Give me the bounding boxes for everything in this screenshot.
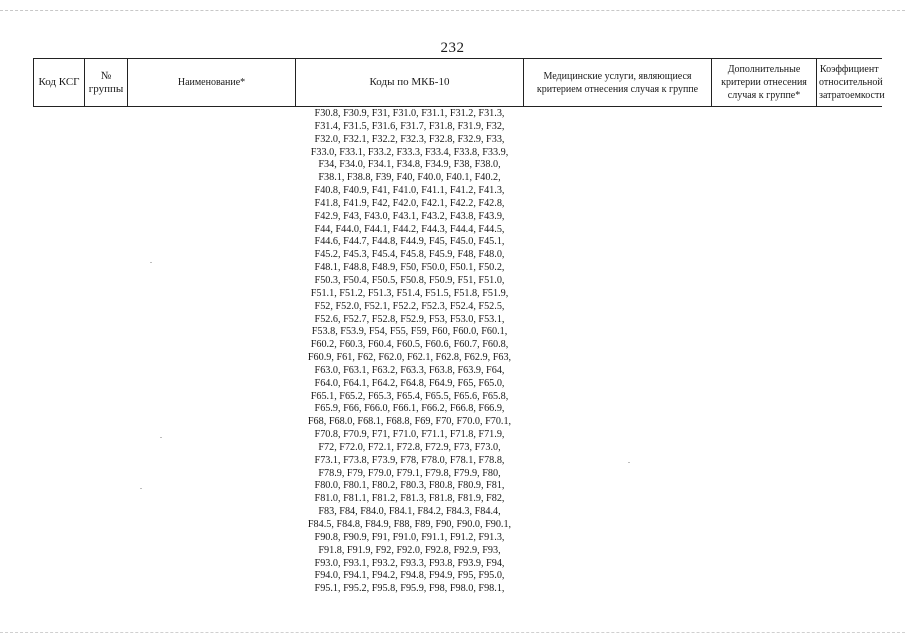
code-line: F40.8, F40.9, F41, F41.0, F41.1, F41.2, F41.3,	[314, 185, 505, 197]
header-name: Наименование*	[128, 59, 296, 107]
scan-speck	[160, 437, 162, 438]
code-line: F44.6, F44.7, F44.8, F44.9, F45, F45.0, F45.1,	[314, 236, 505, 248]
code-line: F52.6, F52.7, F52.8, F52.9, F53, F53.0, F53.1,	[314, 313, 505, 325]
cell-coefficient	[817, 107, 882, 597]
ksg-table	[33, 58, 885, 596]
cell-name	[128, 107, 296, 597]
code-line: F78.9, F79, F79.0, F79.1, F79.8, F79.9, F80,	[318, 467, 501, 479]
code-line: F81.0, F81.1, F81.2, F81.3, F81.8, F81.9, F82,	[314, 493, 505, 505]
code-line: F65.1, F65.2, F65.3, F65.4, F65.5, F65.6, F65.8,	[310, 390, 509, 402]
table-row	[34, 107, 882, 597]
scan-speck	[140, 488, 142, 489]
code-line: F48.1, F48.8, F48.9, F50, F50.0, F50.1, F50.2,	[314, 262, 505, 274]
cell-extra-criteria	[712, 107, 817, 597]
code-line: F80.0, F80.1, F80.2, F80.3, F80.8, F80.9, F81,	[314, 480, 505, 492]
page-number: 232	[440, 40, 465, 56]
header-mkb-codes: Коды по МКБ-10	[296, 59, 524, 107]
cell-group-number	[85, 107, 128, 597]
code-line: F68, F68.0, F68.1, F68.8, F69, F70, F70.0, F70.1,	[307, 416, 512, 428]
code-line: F70.8, F70.9, F71, F71.0, F71.1, F71.8, F71.9,	[314, 429, 505, 441]
scan-speck	[628, 462, 630, 463]
code-line: F45.2, F45.3, F45.4, F45.8, F45.9, F48, F48.0,	[314, 249, 505, 261]
code-line: F42.9, F43, F43.0, F43.1, F43.2, F43.8, F43.9,	[314, 210, 505, 222]
code-line: F30.8, F30.9, F31, F31.0, F31.1, F31.2, F31.3,	[314, 108, 505, 119]
code-line: F34, F34.0, F34.1, F34.8, F34.9, F38, F38.0,	[318, 159, 501, 171]
cell-ksg-code	[34, 107, 85, 597]
scan-top-edge	[0, 10, 905, 11]
header-group-number: № группы	[85, 59, 128, 107]
header-medical-services: Медицинские услуги, являющиеся критерием отнесения случая к группе	[524, 59, 712, 107]
header-coefficient: Коэффициент относительной затратоемкости	[817, 59, 882, 107]
code-line: F51.1, F51.2, F51.3, F51.4, F51.5, F51.8, F51.9,	[310, 287, 509, 299]
code-line: F73.1, F73.8, F73.9, F78, F78.0, F78.1, F78.8,	[314, 454, 505, 466]
cell-mkb-codes	[296, 107, 524, 597]
code-line: F41.8, F41.9, F42, F42.0, F42.1, F42.2, F42.8,	[314, 197, 505, 209]
code-line: F90.8, F90.9, F91, F91.0, F91.1, F91.2, F91.3,	[314, 531, 505, 543]
header-ksg-code: Код КСГ	[34, 59, 85, 107]
code-line: F95.1, F95.2, F95.8, F95.9, F98, F98.0, F98.1,	[314, 583, 505, 595]
code-line: F91.8, F91.9, F92, F92.0, F92.8, F92.9, F93,	[318, 544, 501, 556]
code-line: F93.0, F93.1, F93.2, F93.3, F93.8, F93.9, F94,	[314, 557, 505, 569]
code-line: F32.0, F32.1, F32.2, F32.3, F32.8, F32.9, F33,	[314, 133, 505, 145]
code-line: F83, F84, F84.0, F84.1, F84.2, F84.3, F84.4,	[318, 506, 501, 518]
mkb-code-list	[296, 107, 524, 596]
code-line: F64.0, F64.1, F64.2, F64.8, F64.9, F65, F65.0,	[314, 377, 505, 389]
code-line: F33.0, F33.1, F33.2, F33.3, F33.4, F33.8, F33.9,	[310, 146, 509, 158]
code-line: F44, F44.0, F44.1, F44.2, F44.3, F44.4, F44.5,	[314, 223, 505, 235]
code-line: F84.5, F84.8, F84.9, F88, F89, F90, F90.0, F90.1,	[307, 519, 512, 530]
code-line: F72, F72.0, F72.1, F72.8, F72.9, F73, F73.0,	[318, 441, 501, 453]
code-line: F31.4, F31.5, F31.6, F31.7, F31.8, F31.9, F32,	[314, 120, 505, 132]
code-line: F94.0, F94.1, F94.2, F94.8, F94.9, F95, F95.0,	[314, 570, 505, 582]
cell-medical-services	[524, 107, 712, 597]
code-line: F50.3, F50.4, F50.5, F50.8, F50.9, F51, F51.0,	[314, 274, 505, 286]
code-line: F60.9, F61, F62, F62.0, F62.1, F62.8, F62.9, F63,	[307, 352, 512, 364]
code-line: F63.0, F63.1, F63.2, F63.3, F63.8, F63.9, F64,	[314, 364, 505, 376]
header-extra-criteria: Дополнительные критерии отнесения случая к группе*	[712, 59, 817, 107]
code-line: F60.2, F60.3, F60.4, F60.5, F60.6, F60.7, F60.8,	[310, 339, 509, 351]
code-line: F38.1, F38.8, F39, F40, F40.0, F40.1, F40.2,	[318, 172, 501, 184]
scan-bottom-edge	[0, 632, 905, 633]
code-line: F65.9, F66, F66.0, F66.1, F66.2, F66.8, F66.9,	[314, 403, 505, 415]
scan-speck	[150, 262, 152, 263]
table-header-row	[34, 59, 882, 107]
code-line: F53.8, F53.9, F54, F55, F59, F60, F60.0, F60.1,	[311, 326, 508, 338]
code-line: F52, F52.0, F52.1, F52.2, F52.3, F52.4, F52.5,	[314, 300, 505, 312]
